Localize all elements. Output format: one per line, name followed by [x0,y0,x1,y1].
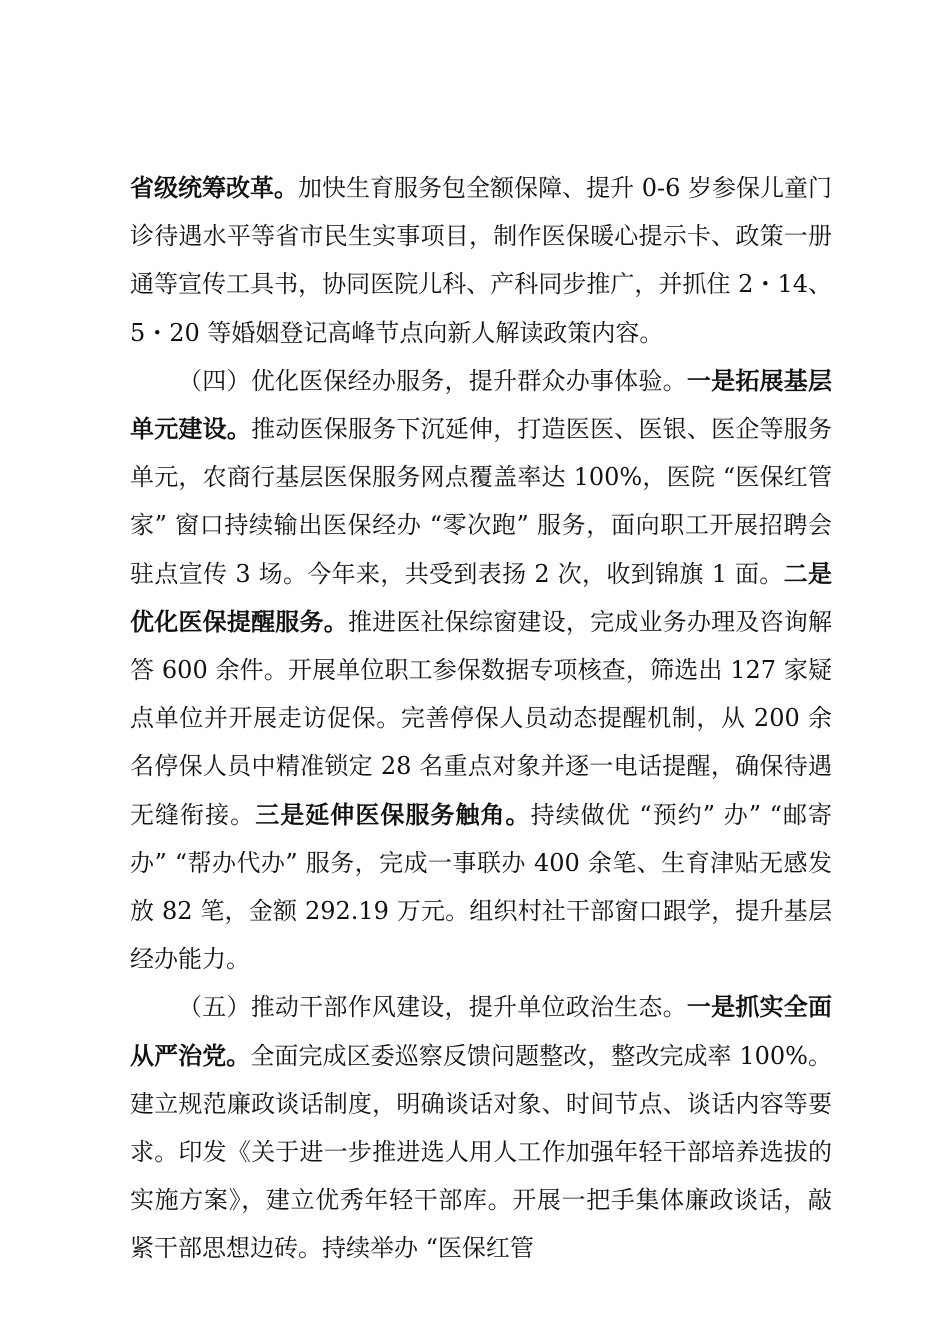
paragraph-text: 推动医保服务下沉延伸，打造医医、医银、医企等服务单元，农商行基层医保服务网点覆盖率达 100%，医院 “医保红管家” 窗口持续输出医保经办 “零次跑” 服务，面向职工开展招聘会驻点宣传 3 场。今年来，共受到表扬 2 次，收到锦旗 1 面。 [130,415,833,588]
section-heading-four: （四）优化医保经办服务，提升群众办事体验。 [178,366,687,395]
bold-heading-item-two: 二是优化医保提醒服务。 [130,558,832,636]
paragraph-text: 推进医社保综窗建设，完成业务办理及咨询解答 600 余件。开展单位职工参保数据专项核查，筛选出 127 家疑点单位并开展走访促保。完善停保人员动态提醒机制，从 200 余名停保人员中精准锁定 28 名重点对象并逐一电话提醒，确保待遇无缝衔接。 [130,607,833,829]
paragraph-text: 全面完成区委巡察反馈问题整改，整改完成率 100%。建立规范廉政谈话制度，明确谈话对象、时间节点、谈话内容等要求。印发《关于进一步推进选人用人工作加强年轻干部培养选拔的实施方案》，建立优秀年轻干部库。开展一把手集体廉政谈话，敲紧干部思想边砖。持续举办 “医保红管 [130,1041,832,1263]
paragraph-text: 加快生育服务包全额保障、提升 0-6 岁参保儿童门诊待遇水平等省市民生实事项目，制作医保暖心提示卡、政策一册通等宣传工具书，协同医院儿科、产科同步推广，并抓住 2・14、5・20 等婚姻登记高峰节点向新人解读政策内容。 [130,174,833,347]
bold-heading-item-one: 一是抓实全面从严治党。 [130,992,833,1070]
paragraph-section-five [130,983,832,1272]
bold-heading-item-three: 三是延伸医保服务触角。 [255,799,531,829]
paragraph-text: 持续做优 “预约” 办” “邮寄办” “帮办代办” 服务，完成一事联办 400 余笔、生育津贴无感发放 82 笔，金额 292.19 万元。组织村社干部窗口跟学，提升基层经办能力。 [130,800,833,974]
bold-heading-provincial-reform: 省级统筹改革。 [130,173,299,202]
document-body [130,164,832,1273]
section-heading-five: （五）推动干部作风建设，提升单位政治生态。 [178,993,687,1022]
paragraph-provincial-reform [130,164,832,357]
bold-heading-item-one: 一是拓展基层单元建设。 [130,365,833,444]
paragraph-section-four [130,357,832,984]
